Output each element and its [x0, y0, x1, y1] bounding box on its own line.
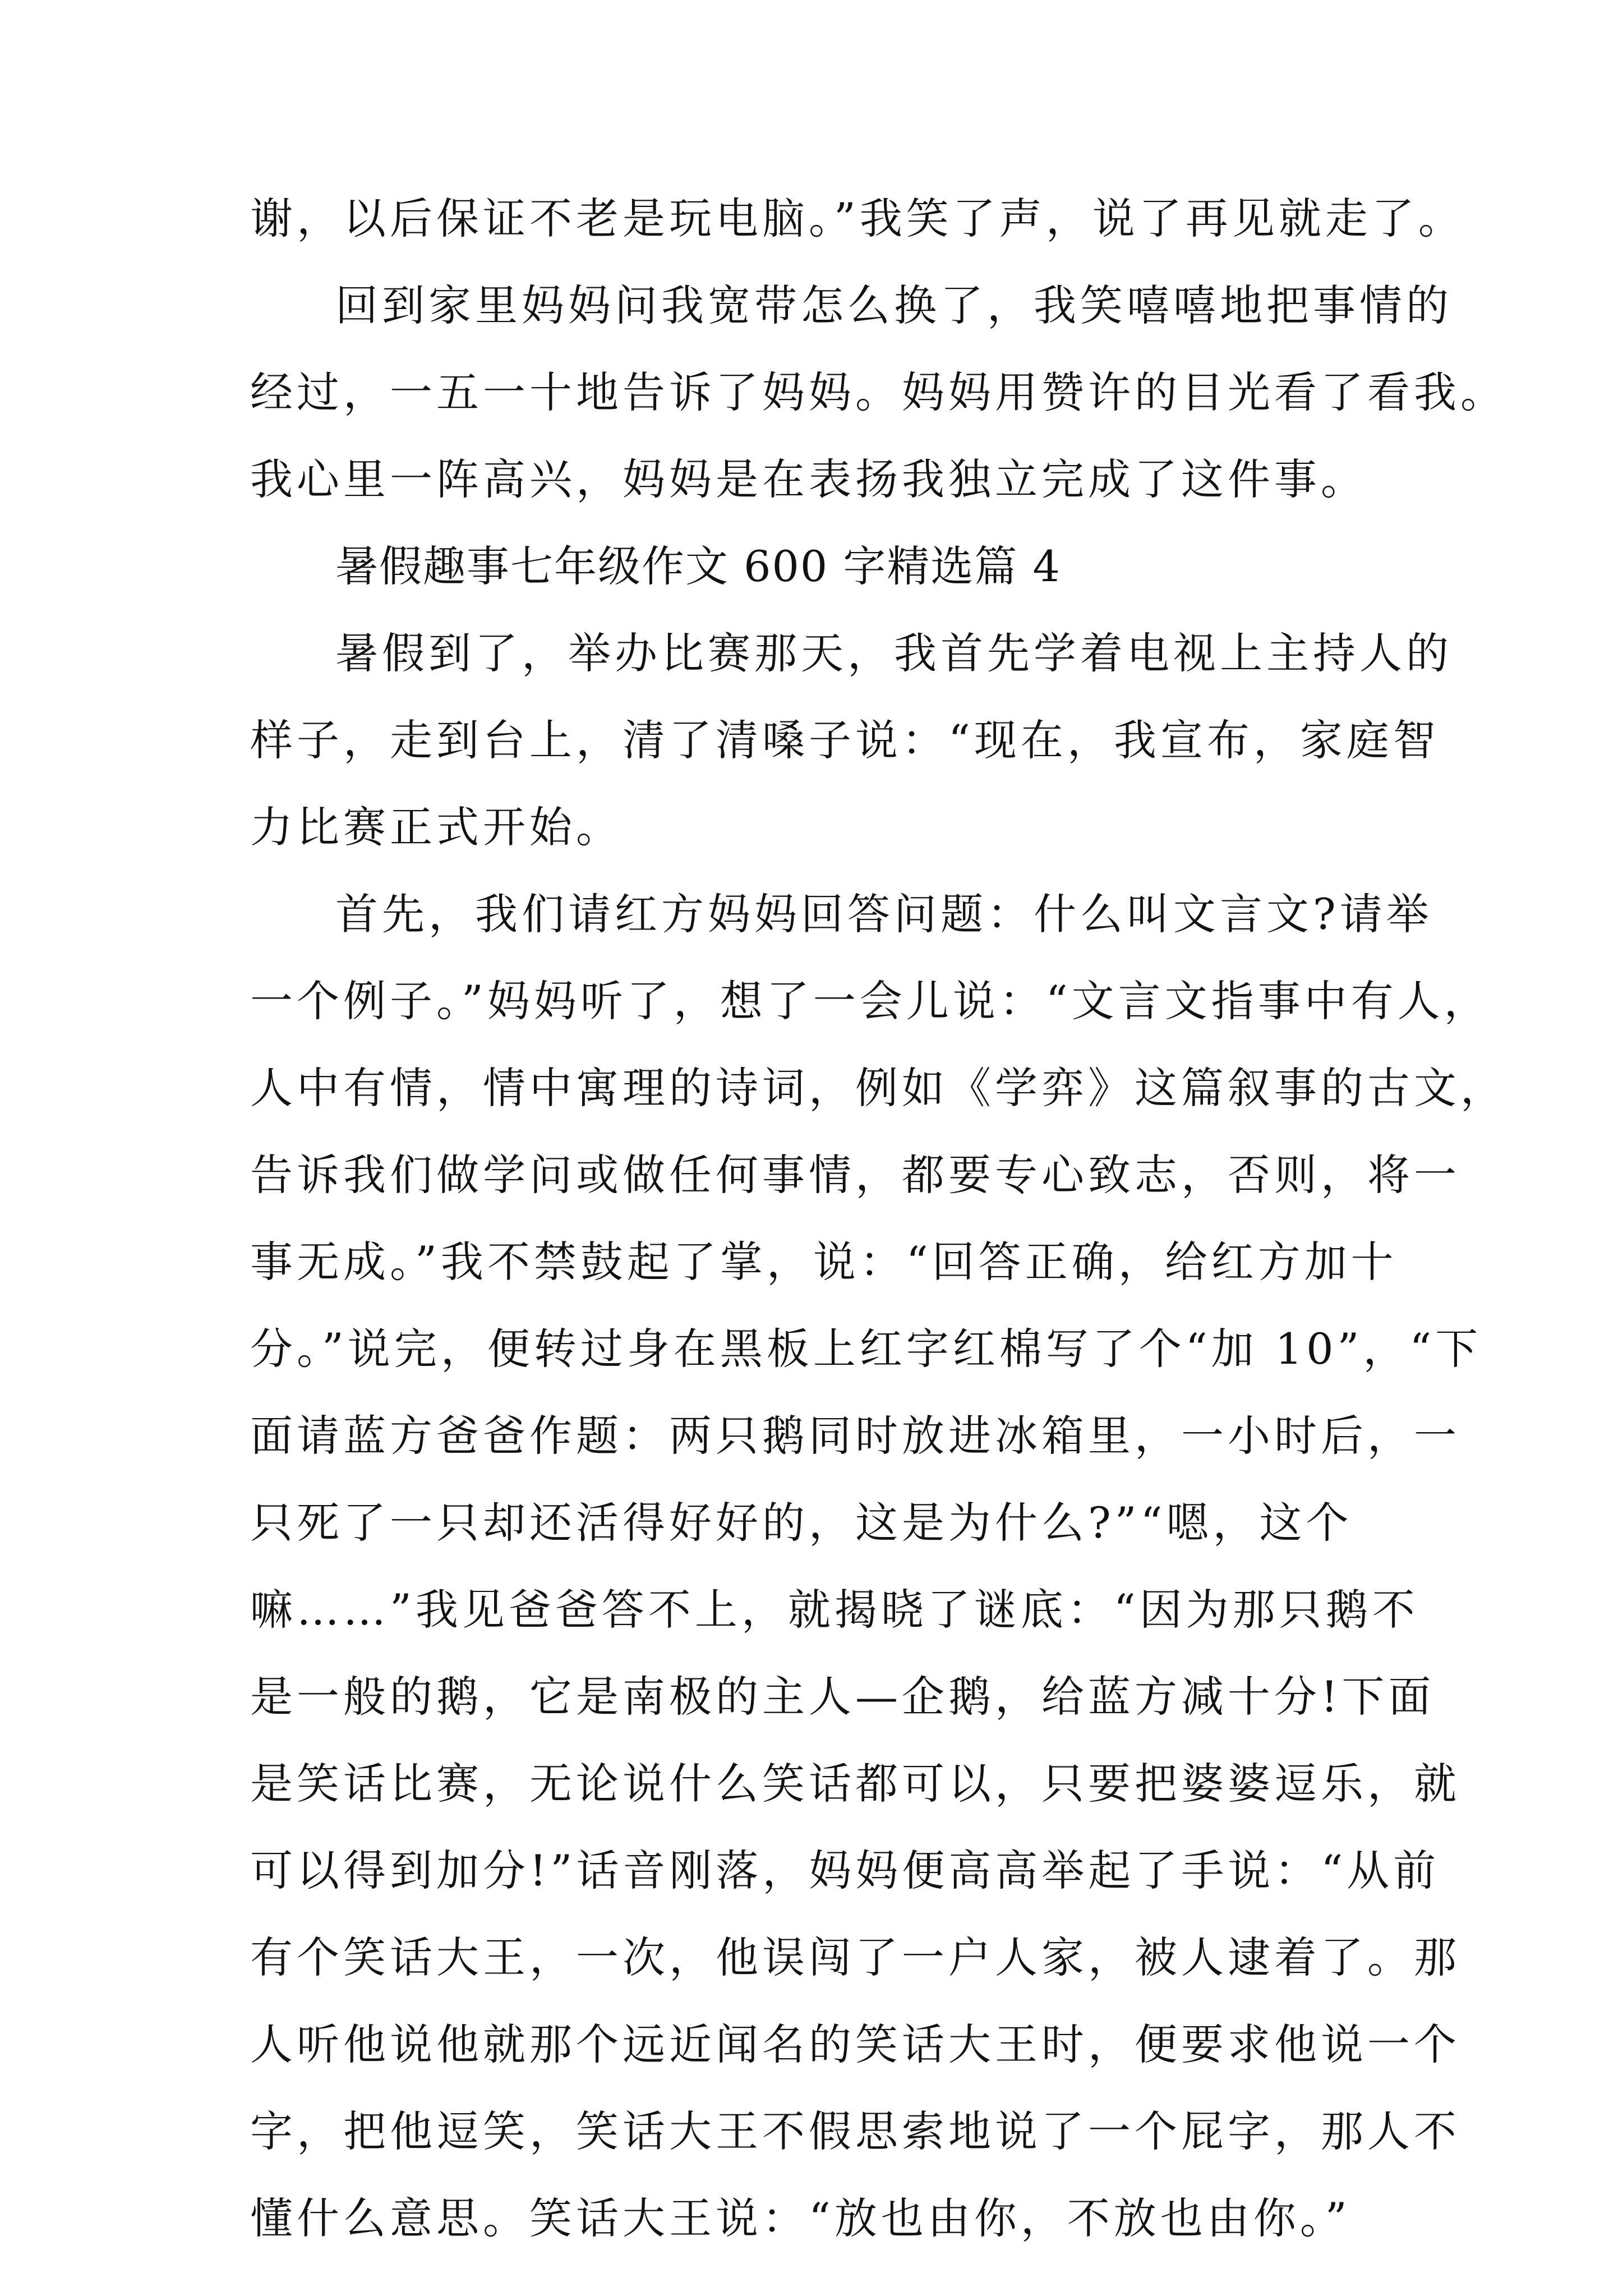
paragraph-line: 暑假到了，举办比赛那天，我首先学着电视上主持人的 — [335, 628, 1453, 678]
paragraph-line: 样子，走到台上，清了清嗓子说：“现在，我宣布，家庭智 — [250, 715, 1440, 765]
paragraph-line: 分。”说完，便转过身在黑板上红字红棉写了个“加 10”，“下 — [250, 1324, 1482, 1374]
paragraph-line: 嘛……”我见爸爸答不上，就揭晓了谜底：“因为那只鹅不 — [250, 1585, 1419, 1635]
paragraph-line: 字，把他逗笑，笑话大王不假思索地说了一个屁字，那人不 — [250, 2106, 1460, 2156]
paragraph-line: 首先，我们请红方妈妈回答问题：什么叫文言文?请举 — [335, 889, 1433, 939]
paragraph-line: 告诉我们做学问或做任何事情，都要专心致志，否则，将一 — [250, 1150, 1460, 1200]
paragraph-line: 力比赛正式开始。 — [250, 802, 623, 852]
paragraph-line: 是一般的鹅，它是南极的主人—企鹅，给蓝方减十分!下面 — [250, 1672, 1435, 1722]
paragraph-line: 回到家里妈妈问我宽带怎么换了，我笑嘻嘻地把事情的 — [335, 280, 1453, 330]
paragraph-line: 是笑话比赛，无论说什么笑话都可以，只要把婆婆逗乐，就 — [250, 1759, 1460, 1809]
paragraph-line: 一个例子。”妈妈听了，想了一会儿说：“文言文指事中有人， — [250, 976, 1491, 1026]
paragraph-line: 人听他说他就那个远近闻名的笑话大王时，便要求他说一个 — [250, 2019, 1460, 2069]
paragraph-line: 人中有情，情中寓理的诗词，例如《学弈》这篇叙事的古文， — [250, 1063, 1507, 1113]
paragraph-line: 事无成。”我不禁鼓起了掌，说：“回答正确，给红方加十 — [250, 1237, 1398, 1287]
paragraph-line: 面请蓝方爸爸作题：两只鹅同时放进冰箱里，一小时后，一 — [250, 1411, 1460, 1461]
paragraph-line: 经过，一五一十地告诉了妈妈。妈妈用赞许的目光看了看我。 — [250, 367, 1507, 417]
paragraph-line: 只死了一只却还活得好好的，这是为什么?”“嗯，这个 — [250, 1498, 1353, 1548]
paragraph-line: 谢，以后保证不老是玩电脑。”我笑了声，说了再见就走了。 — [250, 194, 1465, 243]
section-heading: 暑假趣事七年级作文 600 字精选篇 4 — [335, 541, 1061, 591]
paragraph-line: 可以得到加分!”话音刚落，妈妈便高高举起了手说：“从前 — [250, 1846, 1440, 1895]
paragraph-line: 我心里一阵高兴，妈妈是在表扬我独立完成了这件事。 — [250, 454, 1367, 504]
paragraph-line: 有个笑话大王，一次，他误闯了一户人家，被人逮着了。那 — [250, 1932, 1460, 1982]
paragraph-line: 懂什么意思。笑话大王说：“放也由你，不放也由你。” — [250, 2193, 1351, 2243]
